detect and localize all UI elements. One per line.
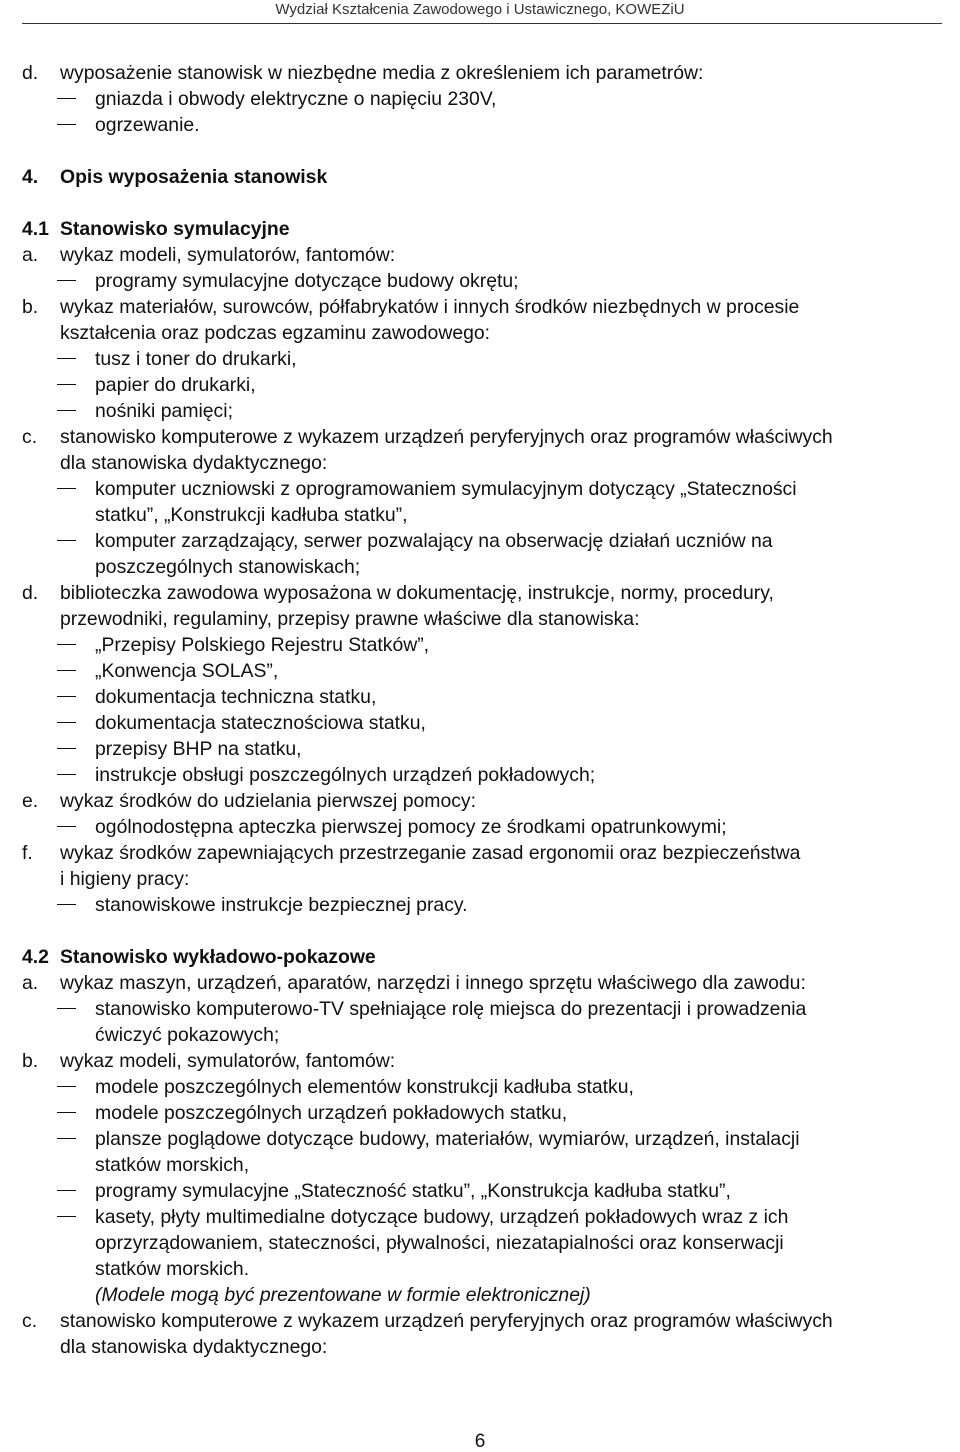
line-text: statków morskich,	[95, 1154, 250, 1176]
italic-note	[0, 1282, 960, 1308]
dash-bullet	[57, 1138, 76, 1139]
line-text: komputer zarządzający, serwer pozwalający na obserwację działań uczniów na	[95, 530, 773, 552]
line-text: stanowiskowe instrukcje bezpiecznej pracy.	[95, 894, 468, 916]
dash-bullet	[57, 1112, 76, 1113]
line-text: papier do drukarki,	[95, 374, 256, 396]
line-text: dokumentacja techniczna statku,	[95, 686, 377, 708]
dash-item	[0, 814, 960, 840]
line-text: tusz i toner do drukarki,	[95, 348, 297, 370]
line-text: modele poszczególnych urządzeń pokładowych statku,	[95, 1102, 568, 1124]
list-marker: e.	[22, 790, 39, 812]
dash-item	[0, 372, 960, 398]
list-marker: 4.	[22, 166, 39, 188]
page-header: Wydział Kształcenia Zawodowego i Ustawicznego, KOWEZiU	[275, 1, 685, 18]
list-item	[0, 840, 960, 866]
list-item	[0, 580, 960, 606]
dash-item	[0, 736, 960, 762]
list-item	[0, 1048, 960, 1074]
section-heading	[0, 944, 960, 970]
dash-bullet	[57, 1086, 76, 1087]
line-text: plansze poglądowe dotyczące budowy, materiałów, wymiarów, urządzeń, instalacji	[95, 1128, 800, 1150]
line-text: przepisy BHP na statku,	[95, 738, 302, 760]
list-item	[0, 1308, 960, 1334]
line-text: ogólnodostępna apteczka pierwszej pomocy ze środkami opatrunkowymi;	[95, 816, 727, 838]
dash-item-continuation	[0, 1022, 960, 1048]
line-text: kształcenia oraz podczas egzaminu zawodowego:	[60, 322, 491, 344]
continuation-line	[0, 1334, 960, 1360]
dash-bullet	[57, 358, 76, 359]
continuation-line	[0, 320, 960, 346]
dash-bullet	[57, 1216, 76, 1217]
dash-item	[0, 658, 960, 684]
list-marker: c.	[22, 1310, 38, 1332]
continuation-line	[0, 606, 960, 632]
line-text: kasety, płyty multimedialne dotyczące budowy, urządzeń pokładowych wraz z ich	[95, 1206, 789, 1228]
list-marker: f.	[22, 842, 33, 864]
dash-item	[0, 268, 960, 294]
line-text: „Przepisy Polskiego Rejestru Statków”,	[95, 634, 430, 656]
line-text: stanowisko komputerowo-TV spełniające rolę miejsca do prezentacji i prowadzenia	[95, 998, 807, 1020]
dash-bullet	[57, 98, 76, 99]
dash-item	[0, 710, 960, 736]
dash-item-continuation	[0, 1256, 960, 1282]
dash-item	[0, 1074, 960, 1100]
line-text: (Modele mogą być prezentowane w formie elektronicznej)	[95, 1284, 591, 1306]
dash-item-continuation	[0, 502, 960, 528]
line-text: wyposażenie stanowisk w niezbędne media z określeniem ich parametrów:	[60, 62, 704, 84]
line-text: oprzyrządowaniem, stateczności, pływalności, niezatapialności oraz konserwacji	[95, 1232, 784, 1254]
dash-bullet	[57, 124, 76, 125]
line-text: Stanowisko symulacyjne	[60, 218, 290, 240]
continuation-line	[0, 450, 960, 476]
dash-bullet	[57, 410, 76, 411]
line-text: i higieny pracy:	[60, 868, 190, 890]
line-text: modele poszczególnych elementów konstrukcji kadłuba statku,	[95, 1076, 634, 1098]
dash-bullet	[57, 904, 76, 905]
dash-bullet	[57, 696, 76, 697]
dash-bullet	[57, 748, 76, 749]
dash-item	[0, 996, 960, 1022]
line-text: instrukcje obsługi poszczególnych urządzeń pokładowych;	[95, 764, 596, 786]
dash-bullet	[57, 644, 76, 645]
list-marker: d.	[22, 62, 39, 84]
page-number: 6	[474, 1431, 486, 1452]
line-text: programy symulacyjne dotyczące budowy okrętu;	[95, 270, 519, 292]
line-text: stanowisko komputerowe z wykazem urządzeń peryferyjnych oraz programów właściwych	[60, 1310, 833, 1332]
line-text: komputer uczniowski z oprogramowaniem symulacyjnym dotyczący „Stateczności	[95, 478, 797, 500]
continuation-line	[0, 866, 960, 892]
line-text: poszczególnych stanowiskach;	[95, 556, 361, 578]
line-text: Opis wyposażenia stanowisk	[60, 166, 328, 188]
dash-item	[0, 346, 960, 372]
list-item	[0, 970, 960, 996]
dash-item	[0, 398, 960, 424]
document-body	[0, 60, 960, 1360]
list-marker: 4.1	[22, 218, 49, 240]
list-marker: 4.2	[22, 946, 49, 968]
line-text: przewodniki, regulaminy, przepisy prawne właściwe dla stanowiska:	[60, 608, 640, 630]
dash-bullet	[57, 540, 76, 541]
dash-item	[0, 684, 960, 710]
line-text: wykaz maszyn, urządzeń, aparatów, narzędzi i innego sprzętu właściwego dla zawodu:	[60, 972, 806, 994]
dash-bullet	[57, 722, 76, 723]
dash-bullet	[57, 826, 76, 827]
list-item	[0, 294, 960, 320]
line-text: wykaz środków do udzielania pierwszej pomocy:	[60, 790, 477, 812]
line-text: gniazda i obwody elektryczne o napięciu 230V,	[95, 88, 497, 110]
line-text: programy symulacyjne „Stateczność statku”, „Konstrukcja kadłuba statku”,	[95, 1180, 731, 1202]
line-text: wykaz modeli, symulatorów, fantomów:	[60, 244, 396, 266]
dash-item	[0, 632, 960, 658]
dash-item	[0, 1100, 960, 1126]
paragraph-gap	[0, 190, 960, 216]
line-text: wykaz modeli, symulatorów, fantomów:	[60, 1050, 396, 1072]
dash-bullet	[57, 488, 76, 489]
dash-item	[0, 1178, 960, 1204]
dash-item	[0, 892, 960, 918]
line-text: biblioteczka zawodowa wyposażona w dokumentację, instrukcje, normy, procedury,	[60, 582, 774, 604]
section-heading	[0, 216, 960, 242]
dash-item-continuation	[0, 1152, 960, 1178]
list-item	[0, 242, 960, 268]
dash-bullet	[57, 670, 76, 671]
dash-item	[0, 528, 960, 554]
paragraph-gap	[0, 918, 960, 944]
dash-bullet	[57, 384, 76, 385]
dash-bullet	[57, 774, 76, 775]
dash-item	[0, 476, 960, 502]
line-text: dla stanowiska dydaktycznego:	[60, 452, 328, 474]
list-item	[0, 60, 960, 86]
header-divider	[22, 23, 942, 24]
line-text: stanowisko komputerowe z wykazem urządzeń peryferyjnych oraz programów właściwych	[60, 426, 833, 448]
line-text: dla stanowiska dydaktycznego:	[60, 1336, 328, 1358]
list-marker: d.	[22, 582, 39, 604]
section-heading	[0, 164, 960, 190]
line-text: Stanowisko wykładowo-pokazowe	[60, 946, 376, 968]
dash-item	[0, 762, 960, 788]
dash-item	[0, 1126, 960, 1152]
dash-item	[0, 1204, 960, 1230]
line-text: wykaz materiałów, surowców, półfabrykatów i innych środków niezbędnych w procesie	[60, 296, 800, 318]
line-text: dokumentacja statecznościowa statku,	[95, 712, 426, 734]
list-marker: b.	[22, 296, 39, 318]
list-marker: c.	[22, 426, 38, 448]
line-text: ogrzewanie.	[95, 114, 200, 136]
list-marker: b.	[22, 1050, 39, 1072]
line-text: ćwiczyć pokazowych;	[95, 1024, 280, 1046]
dash-item	[0, 112, 960, 138]
dash-bullet	[57, 280, 76, 281]
list-marker: a.	[22, 972, 39, 994]
dash-item	[0, 86, 960, 112]
line-text: nośniki pamięci;	[95, 400, 233, 422]
line-text: statków morskich.	[95, 1258, 250, 1280]
line-text: wykaz środków zapewniających przestrzeganie zasad ergonomii oraz bezpieczeństwa	[60, 842, 801, 864]
list-marker: a.	[22, 244, 39, 266]
dash-bullet	[57, 1190, 76, 1191]
paragraph-gap	[0, 138, 960, 164]
dash-item-continuation	[0, 1230, 960, 1256]
dash-bullet	[57, 1008, 76, 1009]
line-text: „Konwencja SOLAS”,	[95, 660, 279, 682]
list-item	[0, 788, 960, 814]
list-item	[0, 424, 960, 450]
line-text: statku”, „Konstrukcji kadłuba statku”,	[95, 504, 408, 526]
dash-item-continuation	[0, 554, 960, 580]
